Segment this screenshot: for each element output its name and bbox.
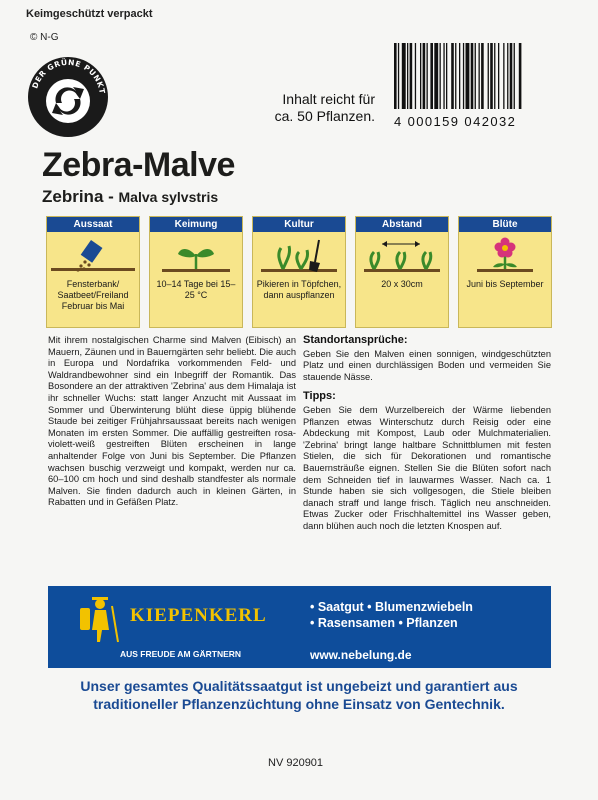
copyright: © N-G: [30, 32, 59, 43]
spacing-icon: [360, 236, 444, 276]
location-text: Geben Sie den Malven einen sonnigen, windgeschützten Platz und einen durchlässigen Boden und vermeiden Sie stauende Nässe.: [303, 348, 551, 382]
flower-icon: [463, 236, 547, 276]
product-title: Zebra-Malve: [42, 146, 235, 184]
shovel-plant-icon: [257, 236, 341, 276]
tips-text: Geben Sie dem Wurzelbereich der Wärme liebenden Pflanzen etwas Winterschutz durch Reisig oder eine Abdeckung mit Kompost, Laub oder Mulchmaterialien. 'Zebrina' bringt lange haltbare Schnittblumen mit festen Stielen, die sich für Dekorationen und romantische Bauernsträuße eignen. Stellen Sie die Blüten sofort nach dem Schneiden tief in lauwarmes Wasser. Nach ca. 1 Stunde haben sie sich vollgesogen, die Stiele bleiben danach straff und lange frisch. Täglich neu anschneiden. Etwas Zucker oder Frischhaltemittel ins Wasser geben, dann blühen auch noch die letzten Knospen auf.: [303, 404, 551, 531]
tile-bluete: Blüte Juni bis September: [458, 216, 552, 328]
tile-keimung: Keimung 10–14 Tage bei 15–25 °C: [149, 216, 243, 328]
content-note: Inhalt reicht für ca. 50 Pflanzen.: [274, 91, 375, 124]
description: Mit ihrem nostalgischen Charme sind Malven (Eibisch) an Mauern, Zäunen und in Bauerngärten sehr beliebt. Die auch in Europa und Nordafrika vorkommenden Feld- und Waldrandbewohner sind ein Inbegriff der Romantik. Das Bosondere an der attraktiven 'Zebrina' aus dem Himalaja ist ihr schneller Wuchs: statt langer Anzucht mit Aussaat im Sommer und Überwinterung blüht diese üppig blühende Staude bei zeitiger Frühjahrsaussaat bereits nach wenigen Monaten im ersten Sommer. Die auffällig gestreiften rosa-violett-weiß gestreiften Blüten erscheinen in lange anhaltender Folge von Juni bis September. Die Pflanzen wachsen buschig verzweigt und kompakt, werden nur ca. 60–100 cm hoch und sind deshalb standfester als normale Malven. Sie finden dadurch auch in kleinen Gärten, in Rabatten und in Gefäßen Platz.: [48, 335, 296, 508]
brand-slogan: AUS FREUDE AM GÄRTNERN: [120, 649, 242, 659]
tips-heading: Tipps:: [303, 390, 336, 403]
seed-packet-icon: [51, 236, 135, 276]
tile-aussaat: Aussaat Fensterbank/ Saatbeet/Freiland Februar bis Mai: [46, 216, 140, 328]
tile-abstand: Abstand 20 x 30cm: [355, 216, 449, 328]
cultivation-icons: [46, 216, 554, 328]
product-range: • Saatgut • Blumenzwiebeln • Rasensamen • Pflanzen: [310, 600, 473, 630]
svg-text:DER GRÜNE PUNKT: DER GRÜNE PUNKT: [30, 57, 107, 95]
barcode: [392, 43, 568, 113]
brand-website: www.nebelung.de: [310, 648, 412, 662]
product-subtitle: Zebrina - Malva sylvstris: [42, 187, 219, 206]
description-column: [48, 335, 296, 509]
brand-name: KIEPENKERL: [130, 605, 267, 626]
sprout-icon: [154, 236, 238, 276]
barcode-number: 4 000159 042032: [394, 114, 517, 129]
gruener-punkt-logo: [26, 55, 110, 139]
top-note: Keimgeschützt verpackt: [26, 8, 153, 20]
quality-statement: Unser gesamtes Qualitätssaatgut ist ungebeizt und garantiert aus traditioneller Pflanzenzüchtung ohne Einsatz von Gentechnik.: [80, 678, 518, 712]
tile-kultur: Kultur Pikieren in Töpfchen, dann auspflanzen: [252, 216, 346, 328]
care-column: [303, 335, 551, 541]
location-heading: Standortansprüche:: [303, 334, 408, 346]
article-number: NV 920901: [268, 757, 324, 769]
brand-banner: [48, 586, 551, 668]
